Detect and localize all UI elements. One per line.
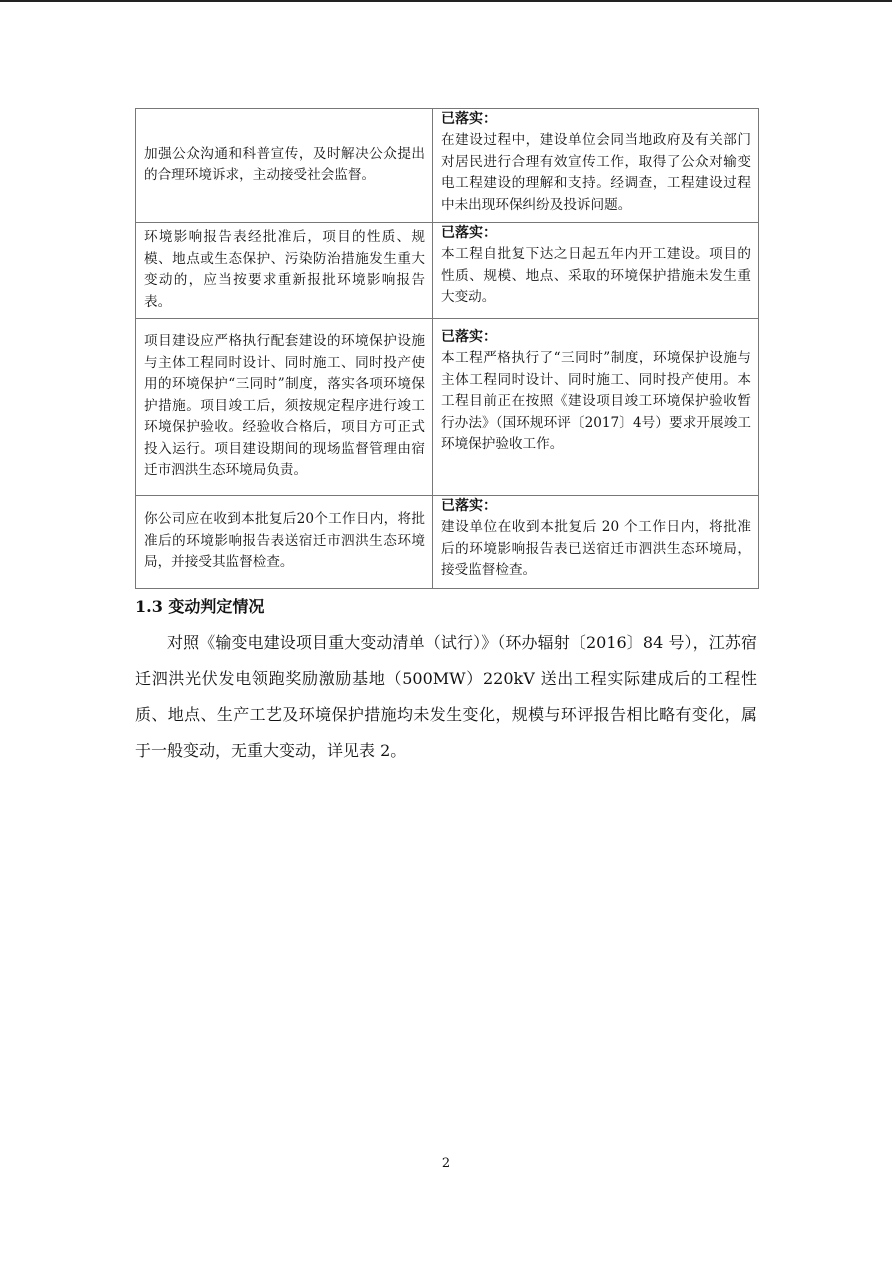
- table-row: [136, 319, 759, 496]
- implementation-text: 本工程严格执行了“三同时”制度，环境保护设施与主体工程同时设计、同时施工、同时投产使用。本工程目前正在按照《建设项目竣工环境保护验收暂行办法》（国环规环评〔2017〕4号）要求开展竣工环境保护验收工作。: [441, 350, 751, 452]
- status-label: 已落实：: [441, 225, 497, 241]
- status-label: 已落实：: [441, 498, 497, 514]
- table-row: [136, 223, 759, 319]
- status-label: 已落实：: [441, 329, 497, 345]
- section-paragraph: 对照《输变电建设项目重大变动清单（试行）》（环办辐射〔2016〕84 号），江苏宿迁泗洪光伏发电领跑奖励激励基地（500MW）220kV 送出工程实际建成后的工程性质、地点、生产工艺及环境保护措施均未发生变化，规模与环评报告相比略有变化，属于一般变动，无重大变动，详见表 2。: [135, 633, 757, 760]
- implementation-text: 本工程自批复下达之日起五年内开工建设。项目的性质、规模、地点、采取的环境保护措施未发生重大变动。: [441, 246, 751, 305]
- implementation-cell: [433, 319, 759, 496]
- requirement-cell: 项目建设应严格执行配套建设的环境保护设施与主体工程同时设计、同时施工、同时投产使用的环境保护“三同时”制度，落实各项环境保护措施。项目竣工后，须按规定程序进行竣工环境保护验收。经验收合格后，项目方可正式投入运行。项目建设期间的现场监督管理由宿迁市泗洪生态环境局负责。: [136, 319, 433, 496]
- implementation-text: 在建设过程中，建设单位会同当地政府及有关部门对居民进行合理有效宣传工作，取得了公众对输变电工程建设的理解和支持。经调查，工程建设过程中未出现环保纠纷及投诉问题。: [441, 132, 751, 213]
- implementation-cell: [433, 223, 759, 319]
- requirement-cell: 环境影响报告表经批准后，项目的性质、规模、地点或生态保护、污染防治措施发生重大变动的，应当按要求重新报批环境影响报告表。: [136, 223, 433, 319]
- page-number: 2: [441, 1156, 451, 1171]
- implementation-cell: [433, 496, 759, 589]
- implementation-text: 建设单位在收到本批复后 20 个工作日内，将批准后的环境影响报告表已送宿迁市泗洪生态环境局，接受监督检查。: [441, 519, 751, 578]
- table-row: [136, 109, 759, 223]
- implementation-cell: [433, 109, 759, 223]
- top-border-line: [0, 0, 892, 2]
- approval-requirements-table: [135, 108, 759, 589]
- status-label: 已落实：: [441, 111, 497, 127]
- requirement-cell: 加强公众沟通和科普宣传，及时解决公众提出的合理环境诉求，主动接受社会监督。: [136, 109, 433, 223]
- section-heading: 1.3 变动判定情况: [135, 597, 265, 616]
- table-row: [136, 496, 759, 589]
- requirement-cell: 你公司应在收到本批复后20个工作日内，将批准后的环境影响报告表送宿迁市泗洪生态环境局，并接受其监督检查。: [136, 496, 433, 589]
